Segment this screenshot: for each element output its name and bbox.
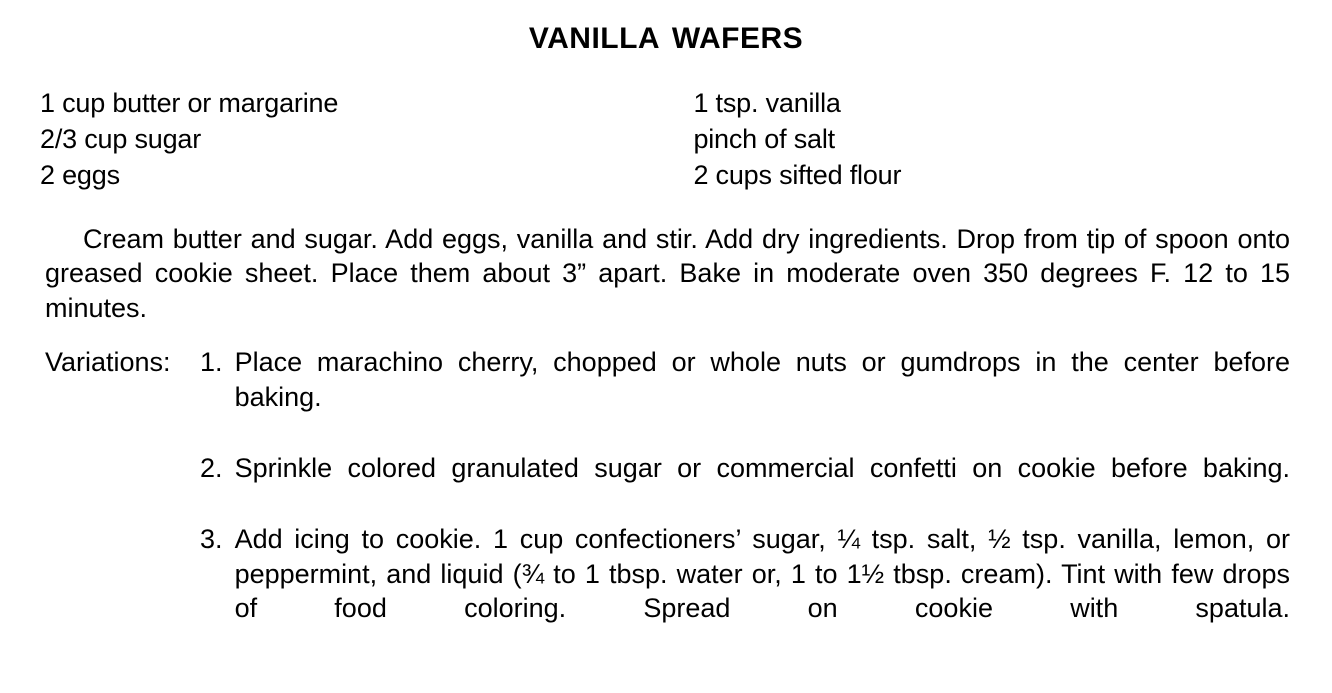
variation-number: 2. <box>200 453 223 483</box>
ingredient-item: 1 tsp. vanilla <box>693 88 841 118</box>
list-item <box>181 345 1290 449</box>
list-item <box>181 522 1290 660</box>
ingredients-section <box>0 86 1332 194</box>
ingredient-item: 1 cup butter or margarine <box>40 88 339 118</box>
list-item <box>181 451 1290 520</box>
recipe-card <box>0 22 1332 693</box>
method-paragraph <box>0 222 1332 326</box>
variations-section <box>0 345 1332 662</box>
variation-text: Add icing to cookie. 1 cup confectioners’ sugar, ¼ tsp. salt, ½ tsp. vanilla, lemon, or peppermint, and liquid (¾ to 1 tbsp. water or, 1 to 1½ tbsp. cream). Tint with few drops of food coloring. Spread on cookie with spatula. <box>234 524 1290 624</box>
variation-number: 3. <box>200 524 223 555</box>
variations-label: Variations: <box>45 347 171 378</box>
ingredient-item: pinch of salt <box>693 123 835 154</box>
variation-text: Sprinkle colored granulated sugar or commercial confetti on cookie before baking. <box>234 453 1290 483</box>
variations-list <box>181 345 1290 662</box>
ingredients-column-left <box>40 86 693 194</box>
ingredient-item: 2 eggs <box>40 159 120 190</box>
variation-text: Place marachino cherry, chopped or whole nuts or gumdrops in the center before baking. <box>234 347 1290 412</box>
variations-header-row <box>45 345 1290 662</box>
method-text: Cream butter and sugar. Add eggs, vanilla and stir. Add dry ingredients. Drop from tip of spoon onto greased cookie sheet. Place them about 3” apart. Bake in moderate oven 350 degrees F. 12 to 15 minutes. <box>45 223 1290 323</box>
ingredient-item: 2 cups sifted flour <box>693 159 902 190</box>
ingredients-column-right <box>693 86 1292 194</box>
variation-number: 1. <box>200 347 223 378</box>
ingredient-item: 2/3 cup sugar <box>40 123 202 154</box>
page-title: VANILLA WAFERS <box>528 22 804 55</box>
